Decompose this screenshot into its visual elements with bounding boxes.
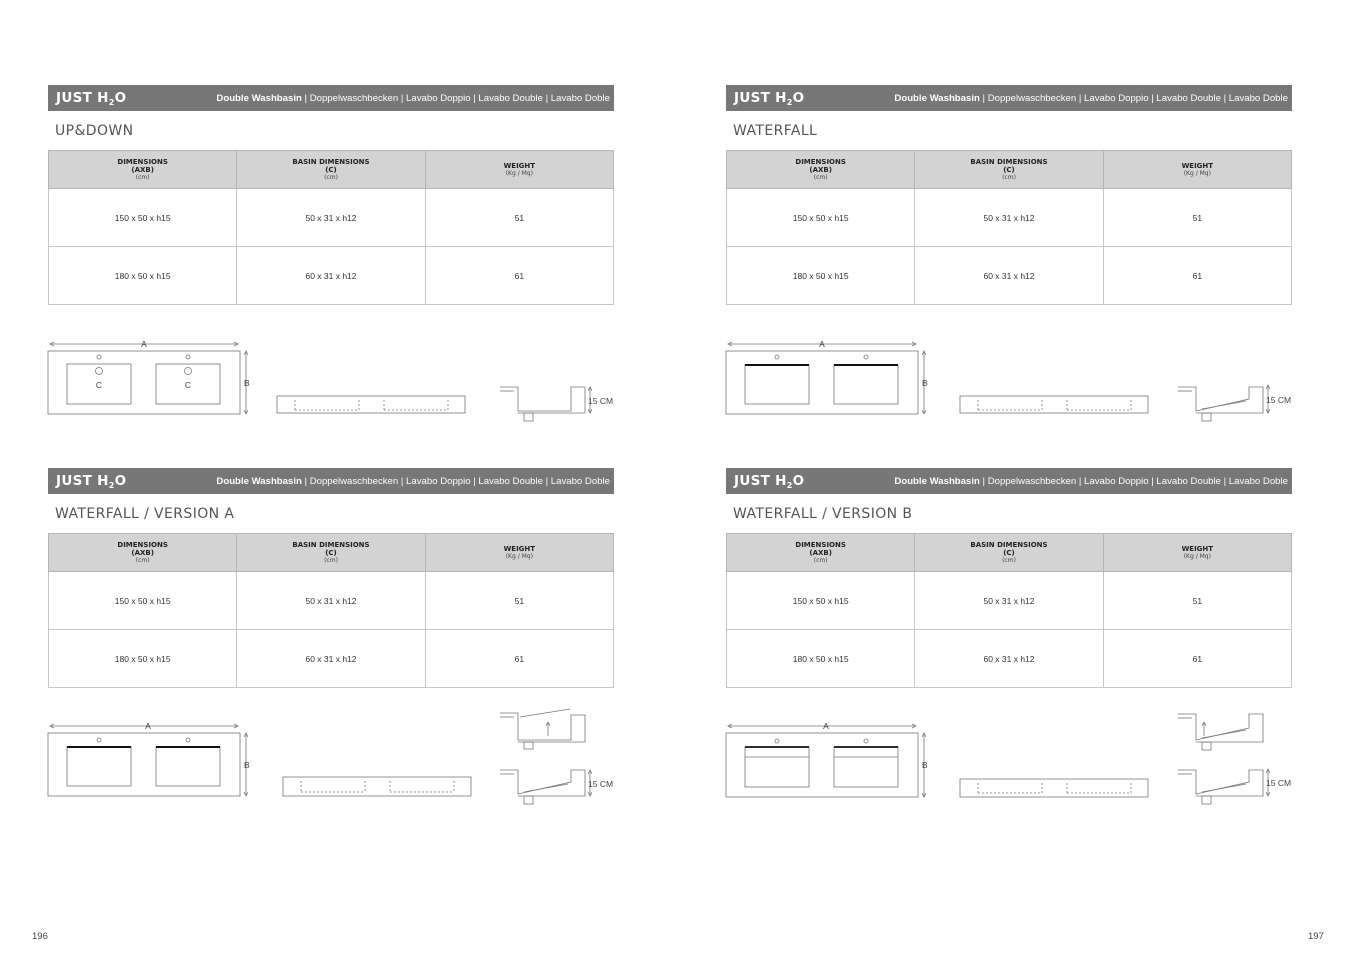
product-title: WATERFALL / VERSION B	[733, 506, 913, 522]
basin-dimensions-header: BASIN DIMENSIONS (C) (cm)	[915, 534, 1103, 572]
dimensions-header: DIMENSIONS (AXB) (cm)	[727, 151, 915, 189]
basin-cell: 60 x 31 x h12	[237, 247, 425, 305]
product-banner	[726, 85, 1292, 111]
height-label: 15 CM	[1266, 395, 1292, 405]
dimensions-cell: 180 x 50 x h15	[727, 630, 915, 688]
product-panel-waterfall-version-b	[726, 468, 1292, 788]
technical-drawings	[726, 335, 1292, 435]
table-row	[727, 247, 1292, 305]
dimensions-cell: 150 x 50 x h15	[49, 572, 237, 630]
product-panel-updown	[48, 85, 614, 406]
dimensions-cell: 180 x 50 x h15	[49, 247, 237, 305]
basin-c-label: C	[184, 380, 192, 390]
weight-cell: 61	[425, 247, 613, 305]
technical-drawings	[48, 718, 614, 818]
basin-cell: 50 x 31 x h12	[237, 572, 425, 630]
weight-cell: 51	[425, 189, 613, 247]
brand-name: JUST $H_2O$	[734, 90, 805, 107]
basin-cell: 50 x 31 x h12	[915, 189, 1103, 247]
dimension-a-label: A	[823, 721, 829, 731]
basin-dimensions-header: BASIN DIMENSIONS (C) (cm)	[237, 151, 425, 189]
spec-table	[48, 533, 614, 688]
product-type-languages: Double Washbasin | Doppelwaschbecken | Lavabo Doppio | Lavabo Double | Lavabo Doble	[894, 475, 1288, 487]
dimensions-cell: 150 x 50 x h15	[727, 189, 915, 247]
table-row	[49, 572, 614, 630]
height-label: 15 CM	[588, 779, 614, 789]
dimension-a-label: A	[145, 721, 151, 731]
basin-dimensions-header: BASIN DIMENSIONS (C) (cm)	[237, 534, 425, 572]
basin-c-label: C	[95, 380, 103, 390]
weight-header: WEIGHT (Kg / Mq)	[425, 534, 613, 572]
weight-header: WEIGHT (Kg / Mq)	[1103, 151, 1291, 189]
dimension-b-label: B	[244, 378, 250, 388]
basin-cell: 50 x 31 x h12	[237, 189, 425, 247]
product-type-languages: Double Washbasin | Doppelwaschbecken | Lavabo Doppio | Lavabo Double | Lavabo Doble	[216, 475, 610, 487]
dimension-b-label: B	[244, 760, 250, 770]
dimension-a-label: A	[819, 339, 825, 349]
weight-header: WEIGHT (Kg / Mq)	[1103, 534, 1291, 572]
dimensions-cell: 180 x 50 x h15	[49, 630, 237, 688]
basin-dimensions-header: BASIN DIMENSIONS (C) (cm)	[915, 151, 1103, 189]
dimensions-cell: 150 x 50 x h15	[727, 572, 915, 630]
product-type-languages: Double Washbasin | Doppelwaschbecken | Lavabo Doppio | Lavabo Double | Lavabo Doble	[216, 92, 610, 104]
technical-drawing-version-a	[48, 718, 614, 818]
basin-cell: 60 x 31 x h12	[237, 630, 425, 688]
basin-cell: 60 x 31 x h12	[915, 630, 1103, 688]
brand-name: JUST $H_2O$	[734, 473, 805, 490]
table-row	[727, 572, 1292, 630]
product-title: WATERFALL / VERSION A	[55, 506, 235, 522]
product-banner	[48, 468, 614, 494]
dimensions-cell: 180 x 50 x h15	[727, 247, 915, 305]
weight-cell: 61	[1103, 247, 1291, 305]
dimensions-header: DIMENSIONS (AXB) (cm)	[727, 534, 915, 572]
dimension-a-label: A	[141, 339, 147, 349]
spec-table-header	[727, 151, 1292, 189]
dimensions-cell: 150 x 50 x h15	[49, 189, 237, 247]
table-row	[49, 189, 614, 247]
brand-name: JUST $H_2O$	[56, 90, 127, 107]
height-label: 15 CM	[588, 396, 614, 406]
basin-cell: 50 x 31 x h12	[915, 572, 1103, 630]
product-panel-waterfall-version-a	[48, 468, 614, 789]
weight-cell: 51	[1103, 189, 1291, 247]
product-panel-waterfall	[726, 85, 1292, 405]
product-banner	[726, 468, 1292, 494]
technical-drawing-version-b	[726, 718, 1292, 818]
dimensions-header: DIMENSIONS (AXB) (cm)	[49, 151, 237, 189]
height-label: 15 CM	[1266, 778, 1292, 788]
product-title: WATERFALL	[733, 123, 818, 139]
table-row	[49, 247, 614, 305]
spec-table	[726, 150, 1292, 305]
weight-cell: 61	[425, 630, 613, 688]
product-title: UP&DOWN	[55, 123, 134, 139]
weight-header: WEIGHT (Kg / Mq)	[425, 151, 613, 189]
spec-table-header	[49, 151, 614, 189]
spec-table-header	[727, 534, 1292, 572]
page-number-left: 196	[32, 931, 48, 942]
technical-drawing-updown	[48, 335, 614, 435]
dimension-b-label: B	[922, 378, 928, 388]
page-number-right: 197	[1308, 931, 1324, 942]
table-row	[49, 630, 614, 688]
technical-drawing-waterfall	[726, 335, 1292, 435]
technical-drawings	[48, 335, 614, 435]
table-row	[727, 189, 1292, 247]
spec-table	[48, 150, 614, 305]
spec-table-header	[49, 534, 614, 572]
weight-cell: 51	[1103, 572, 1291, 630]
technical-drawings	[726, 718, 1292, 818]
weight-cell: 51	[425, 572, 613, 630]
table-row	[727, 630, 1292, 688]
spec-table	[726, 533, 1292, 688]
basin-cell: 60 x 31 x h12	[915, 247, 1103, 305]
dimension-b-label: B	[922, 760, 928, 770]
weight-cell: 61	[1103, 630, 1291, 688]
product-banner	[48, 85, 614, 111]
product-type-languages: Double Washbasin | Doppelwaschbecken | Lavabo Doppio | Lavabo Double | Lavabo Doble	[894, 92, 1288, 104]
dimensions-header: DIMENSIONS (AXB) (cm)	[49, 534, 237, 572]
brand-name: JUST $H_2O$	[56, 473, 127, 490]
